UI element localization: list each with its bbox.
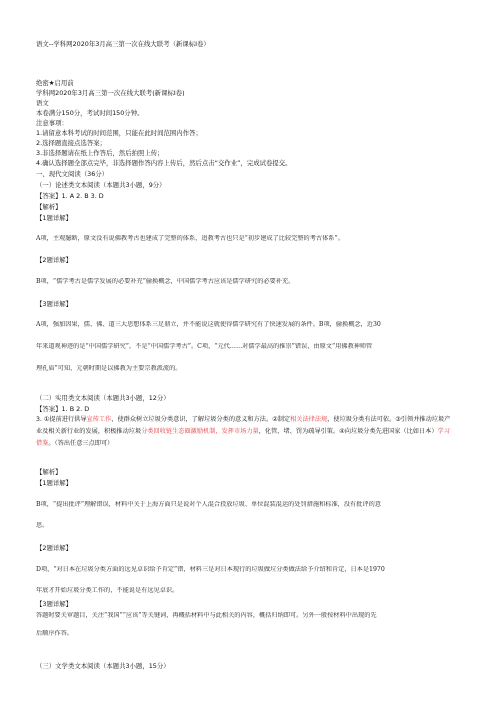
notice-item-4: 4.确认选择题全部点完毕，非选择题作答内容上传后，然后点击“交作业”，完成试卷提交。 xyxy=(36,159,292,167)
question-detail-text-4b: 思。 xyxy=(36,522,49,529)
analysis-label-1: 【解析】 xyxy=(36,203,62,211)
question-detail-text-3b: 年来道观神迹的是“中国儒学研究”，不是“中国儒学考古”。C项，“元代……对儒学最高的推崇”错误，由原文“用佛教神师管 xyxy=(36,343,373,350)
answer-paragraph-3: 3. ①提前进行供导宣传工作，使群众树立垃圾分类意识，了解垃圾分类的意义和方法。②制定相关法律法规，使垃圾分类有法可依。③引领并推动垃圾产业及相关新行业的发展，积极推动垃圾分类回收链生态圈激励机制，发挥市场力量，化管、堵、罚为疏导引策。④向垃圾分类先进国家（比如日本）学习借鉴。（答出任意三点即可） xyxy=(36,416,451,447)
header-title: 语文--学科网2020年3月高三第一次在线大联考（新课标Ⅰ卷） xyxy=(36,40,210,48)
question-detail-text-3a: A项，强加因果，儒、佛、道三大思想体系三足鼎立，并不能说这就使得儒学研究有了快速发展的条件。B项，偷换概念，近30 xyxy=(36,321,381,328)
notice-item-3: 3.非选择题请在纸上作答后，然后拍照上传； xyxy=(36,149,164,157)
highlight-text: 相关法律法规 xyxy=(290,416,328,423)
score-time: 本卷满分150分，考试时间150分钟。 xyxy=(36,109,144,117)
highlight-text: 宣传工作 xyxy=(86,416,112,423)
subsection-heading-1: （一）论述类文本阅读（本题共3小题，9分） xyxy=(36,181,166,189)
question-detail-heading-3: 【3题详解】 xyxy=(36,300,73,308)
question-detail-text-6b: 后顺序作答。 xyxy=(36,630,74,637)
subject: 语文 xyxy=(36,99,49,107)
question-detail-text-5b: 年底才开始垃圾分类工作的，不能说是有远见卓识。 xyxy=(36,587,179,594)
question-detail-text-5a: D项，“对日本在垃圾分类方面的远见卓识给予肯定”错，材料三是对日本现行的垃圾做垃分类做法给予介绍和肯定，日本是1970 xyxy=(36,566,385,573)
subsection-heading-2: （二）实用类文本阅读（本题共3小题，12分） xyxy=(36,394,170,402)
notice-item-2: 2.选择题直接点选答案； xyxy=(36,139,107,147)
exam-name: 学科网2020年3月高三第一次在线大联考(新课标Ⅰ卷) xyxy=(36,89,185,97)
notice-heading: 注意事项： xyxy=(36,119,68,127)
notice-item-1: 1.请留意本科考试的时间范围，只能在此时间范围内作答； xyxy=(36,129,202,137)
analysis-label-2: 【解析】 xyxy=(36,468,62,476)
subsection-heading-3: （三）文学类文本阅读（本题共3小题，15分） xyxy=(36,662,170,670)
question-detail-heading-4: 【1题详解】 xyxy=(36,479,73,487)
section-heading-1: 一、现代文阅读（36分） xyxy=(36,170,109,178)
question-detail-text-2: B项，“儒学考古是儒学发展的必要补充”偷换概念，中国儒学考古应该是儒学研究的必要补充。 xyxy=(36,278,295,285)
highlight-text: 学习借鉴 xyxy=(36,428,450,447)
question-detail-text-4a: B项，“提出批评”理解错误，材料中关于上海方面只是说对个人混合投放垃圾、单位混装混运的处罚措施和标准，没有批评的意 xyxy=(36,501,381,508)
question-detail-text-3c: 理孔庙”可知，元朝时期是以佛教为主要宗教派流的。 xyxy=(36,365,182,372)
highlight-text: 分类回收链生态圈激励机制，发挥市场力量 xyxy=(141,428,259,435)
confidential-mark: 绝密★启用前 xyxy=(36,79,74,87)
question-detail-text-6a: 答题时要关审题目，关注“我国”“应该”等关键词，再概括材料中与此相关的内容，概括归纳即可。另外一般按材料中出现的先 xyxy=(36,612,377,619)
question-detail-text-1: A项，主观臆断，原文没有说佛教考古也建成了完整的体系，追教考古也只是“初步建成了比较完整的考古体系”。 xyxy=(36,235,344,242)
question-detail-heading-5: 【2题详解】 xyxy=(36,544,73,552)
question-detail-heading-2: 【2题详解】 xyxy=(36,256,73,264)
question-detail-heading-6: 【3题详解】 xyxy=(36,600,73,608)
answer-line-1: 【答案】1. A 2. B 3. D xyxy=(36,192,104,200)
answer-line-2: 【答案】1. B 2. D xyxy=(36,405,90,413)
question-detail-heading-1: 【1题详解】 xyxy=(36,214,73,222)
